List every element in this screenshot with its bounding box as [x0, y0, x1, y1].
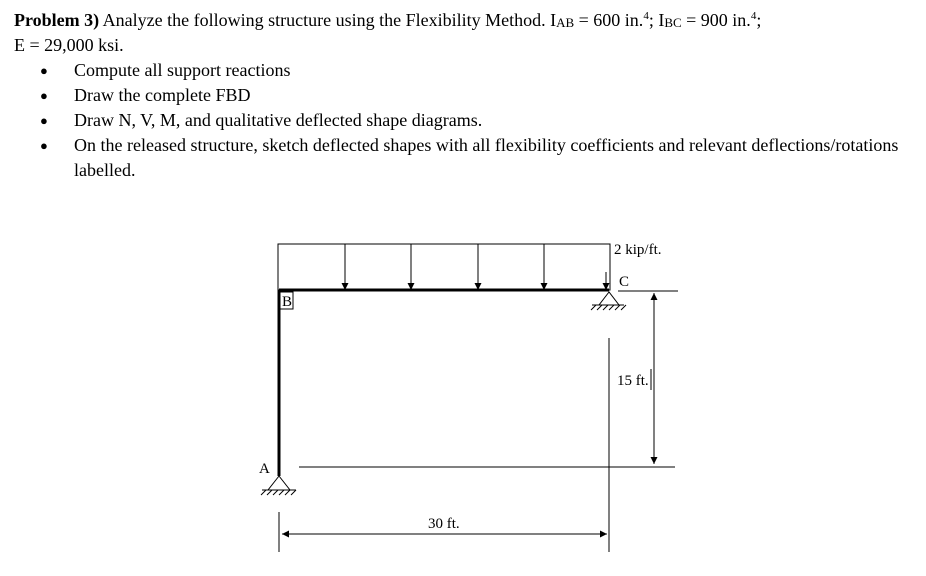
support-a-pin	[261, 476, 296, 495]
ibc-exponent: 4	[750, 10, 757, 22]
node-c-label: C	[619, 274, 630, 290]
dimension-lines	[279, 291, 678, 552]
problem-label: Problem 3)	[14, 10, 100, 30]
load-label: 2 kip/ft.	[614, 242, 662, 258]
span-label: 30 ft.	[428, 516, 460, 532]
frame	[279, 290, 609, 476]
ibc-value: = 900 in.	[681, 10, 751, 30]
task-item: ● Compute all support reactions	[14, 58, 914, 83]
task-item: ● Draw N, V, M, and qualitative deflected shape diagrams.	[14, 108, 914, 133]
iab-exponent: 4	[643, 10, 649, 22]
distributed-load	[278, 244, 610, 290]
task-item: ● Draw the complete FBD	[14, 83, 914, 108]
moment-separator: ; I	[648, 10, 665, 30]
ibc-subscript: BC	[664, 15, 682, 30]
height-label: 15 ft.	[617, 373, 649, 389]
iab-value: = 600 in.	[574, 10, 644, 30]
semicolon: ;	[756, 10, 762, 30]
node-a-label: A	[259, 461, 270, 477]
support-c-pin	[591, 292, 626, 310]
problem-intro: Analyze the following structure using the Flexibility Method. I	[99, 10, 557, 30]
node-b-label: B	[282, 294, 293, 310]
load-box	[278, 244, 610, 290]
modulus-line: E = 29,000 ksi.	[14, 35, 124, 55]
task-item: ● On the released structure, sketch deflected shapes with all flexibility coefficients and relevant deflections/rotations labelled.	[14, 133, 914, 183]
iab-subscript: AB	[556, 15, 575, 30]
